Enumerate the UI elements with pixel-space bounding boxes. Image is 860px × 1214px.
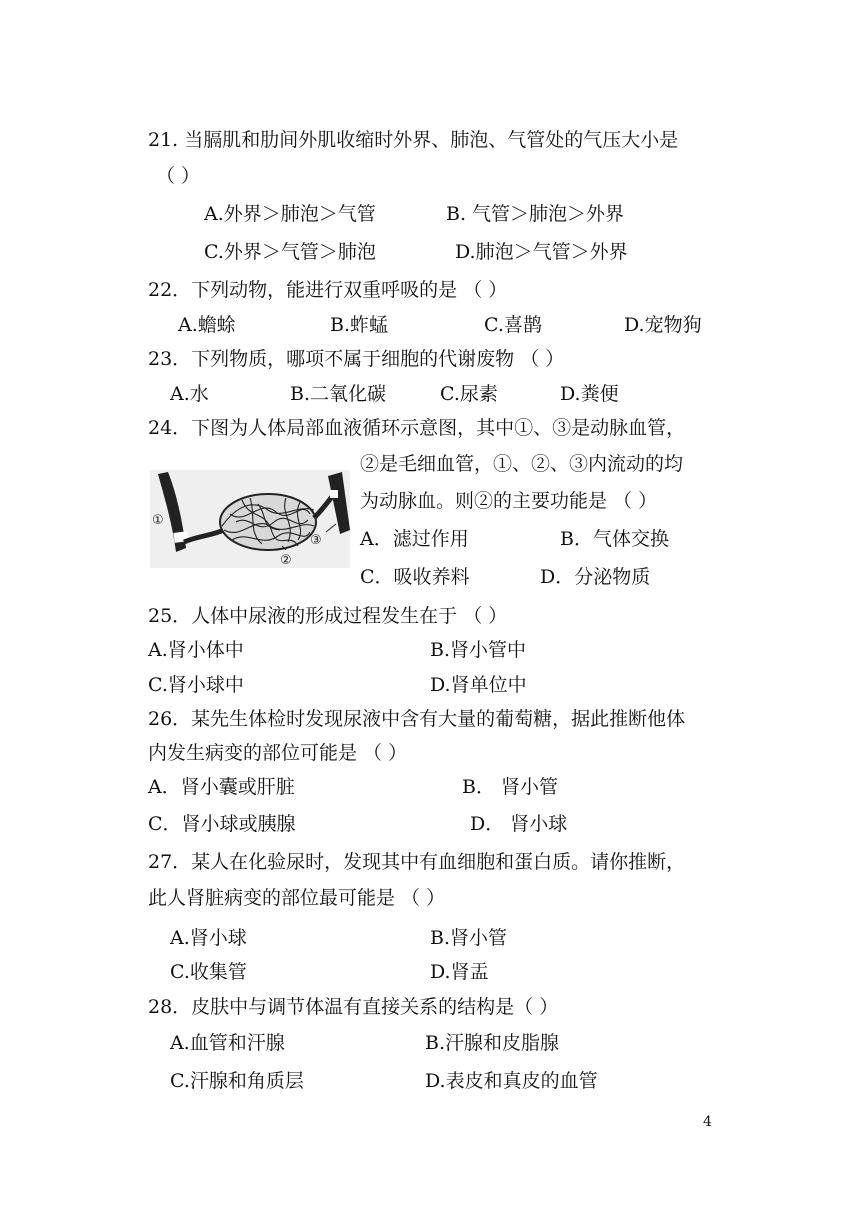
q25-stem: 25．人体中尿液的形成过程发生在于 （ ）	[148, 605, 508, 627]
q24-option-a: A．滤过作用	[360, 528, 469, 550]
q27-option-b: B.肾小管	[430, 927, 508, 949]
q22-stem: 22．下列动物，能进行双重呼吸的是 （ ）	[148, 279, 508, 301]
q27-stem-line1: 27．某人在化验尿时，发现其中有血细胞和蛋白质。请你推断，	[148, 851, 686, 873]
q24-stem-line1: 24．下图为人体局部血液循环示意图，其中①、③是动脉血管，	[148, 417, 686, 439]
q27-option-d: D.肾盂	[430, 961, 489, 983]
q22-option-a: A.蟾蜍	[178, 314, 236, 336]
figure-label-2: ②	[280, 553, 292, 568]
q24-option-c: C．吸收养料	[360, 566, 470, 588]
q25-option-c: C.肾小球中	[148, 674, 244, 696]
q26-option-a: A．肾小囊或肝脏	[148, 776, 295, 798]
q26-option-b: B． 肾小管	[462, 776, 559, 798]
q22-option-b: B.蚱蜢	[330, 314, 389, 336]
q27-stem-line2: 此人肾脏病变的部位最可能是 （ ）	[148, 887, 446, 909]
q25-option-a: A.肾小体中	[148, 639, 244, 661]
q27-option-c: C.收集管	[170, 961, 247, 983]
q28-option-b: B.汗腺和皮脂腺	[425, 1032, 560, 1054]
q28-option-d: D.表皮和真皮的血管	[425, 1070, 598, 1092]
q28-stem: 28．皮肤中与调节体温有直接关系的结构是（ ）	[148, 996, 559, 1018]
q21-stem: 21. 当膈肌和肋间外肌收缩时外界、肺泡、气管处的气压大小是	[148, 129, 679, 151]
page-number: 4	[703, 1114, 712, 1130]
q23-stem: 23．下列物质，哪项不属于细胞的代谢废物 （ ）	[148, 348, 565, 370]
q24-option-b: B．气体交换	[560, 528, 669, 550]
q25-option-b: B.肾小管中	[430, 639, 527, 661]
q28-option-c: C.汗腺和角质层	[170, 1070, 304, 1092]
q23-option-d: D.粪便	[560, 383, 619, 405]
q24-option-d: D．分泌物质	[540, 566, 651, 588]
figure-label-1: ①	[152, 513, 164, 528]
figure-label-3: ③	[310, 533, 322, 548]
q27-option-a: A.肾小球	[170, 927, 247, 949]
q23-option-a: A.水	[170, 383, 209, 405]
q26-option-d: D． 肾小球	[470, 813, 568, 835]
q22-option-c: C.喜鹊	[484, 314, 542, 336]
q21-answer-paren: （ ）	[156, 165, 201, 187]
q23-option-b: B.二氧化碳	[290, 383, 387, 405]
q24-stem-line2: ②是毛细血管，①、②、③内流动的均	[360, 453, 684, 475]
q26-stem-line2: 内发生病变的部位可能是 （ ）	[148, 742, 408, 764]
q21-option-d: D.肺泡＞气管＞外界	[455, 241, 628, 263]
q21-option-a: A.外界＞肺泡＞气管	[204, 203, 376, 225]
q25-option-d: D.肾单位中	[430, 674, 527, 696]
q24-stem-line3: 为动脉血。则②的主要功能是 （ ）	[360, 490, 658, 512]
blood-circulation-figure	[150, 470, 350, 568]
q28-option-a: A.血管和汗腺	[170, 1032, 285, 1054]
q23-option-c: C.尿素	[440, 383, 498, 405]
q22-option-d: D.宠物狗	[624, 314, 702, 336]
q26-option-c: C．肾小球或胰腺	[148, 813, 296, 835]
q21-option-b: B. 气管＞肺泡＞外界	[446, 203, 625, 225]
q26-stem-line1: 26．某先生体检时发现尿液中含有大量的葡萄糖，据此推断他体	[148, 708, 686, 730]
q21-option-c: C.外界＞气管＞肺泡	[204, 241, 376, 263]
